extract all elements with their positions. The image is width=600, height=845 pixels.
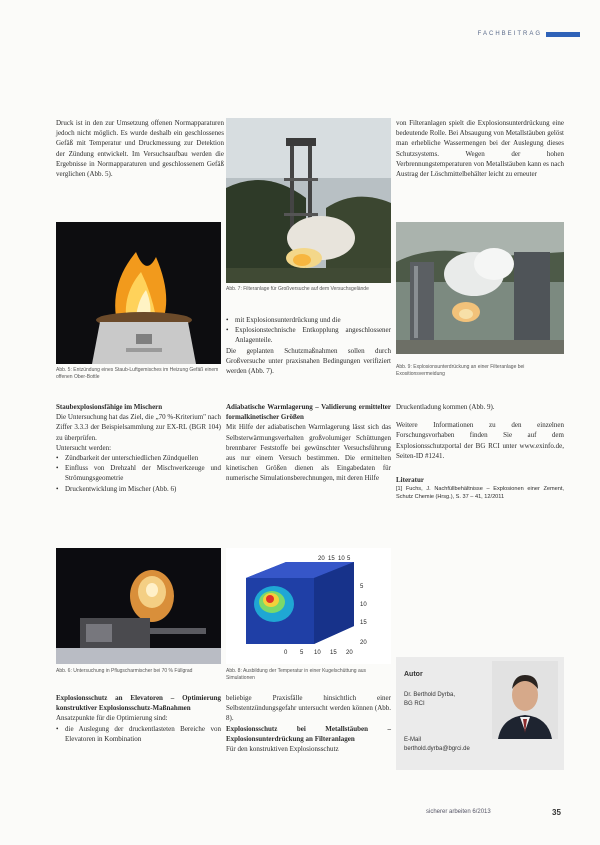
- text-column-mid-cont: [226, 315, 391, 376]
- paragraph: Mit Hilfe der adiabatischen Warmlagerung lässt sich das Selbsterwärmungsverhalten großvolumiger Schüttungen brennbarer Feststoffe bei gewünschter Versuchsführung aus nur einem Versuch bestimmen. Die ermittelten kinetischen Größen dienen als Eingabedaten für numerische Simulationsberechnungen, mit deren Hilfe: [226, 423, 391, 483]
- tick-label: 0: [284, 650, 288, 656]
- author-email[interactable]: berthold.dyrba@bgrci.de: [404, 745, 470, 752]
- author-org: BG RCI: [404, 700, 425, 707]
- list-item: • Druckentwicklung im Mischer (Abb. 6): [56, 484, 221, 494]
- page-number: 35: [552, 808, 561, 817]
- photo-abb5: [56, 222, 221, 364]
- paragraph: Ansatzpunkte für die Optimierung sind:: [56, 714, 168, 723]
- text-column-mid-mid: [226, 402, 391, 484]
- caption-abb7: Abb. 7: Filteranlage für Großversuche auf dem Versuchsgelände: [226, 286, 369, 292]
- chart-abb8: [226, 548, 391, 664]
- section-heading: Adiabatische Warmlagerung – Validierung ermittelter formalkinetischer Größen: [226, 403, 391, 422]
- text-column-right-top: [396, 118, 564, 179]
- author-portrait: [492, 661, 558, 739]
- author-name: Dr. Berthold Dyrba,: [404, 692, 456, 698]
- tick-label: 5: [347, 556, 351, 562]
- filter-plant-image: [396, 222, 564, 354]
- mixer-explosion-image: [56, 548, 221, 664]
- tick-label: 10: [314, 650, 321, 656]
- bullet-list: [226, 315, 391, 346]
- paragraph: Die geplanten Schutzmaßnahmen sollen durch Großversuche unter praxisnahen Bedingungen verifiziert werden (Abb. 7).: [226, 346, 391, 376]
- temperature-simulation-plot: [226, 548, 391, 664]
- paragraph: Druckentladung kommen (Abb. 9).: [396, 403, 495, 411]
- text-column-left-mid: [56, 402, 221, 494]
- section-heading: Explosionsschutz an Elevatoren – Optimierung konstruktiver Explosionsschutz-Maßnahmen: [56, 694, 221, 713]
- bullet-list: [56, 453, 221, 494]
- text-column-right-mid: [396, 402, 564, 501]
- paragraph: Untersucht werden:: [56, 443, 112, 452]
- bullet-list: [56, 724, 221, 744]
- literatur-entry: [1] Fuchs, J. Nachfüllbehältnisse – Explosionen einer Zement, Schutz Chemie (Hrsg.), S. 37 – 41, 12/2011: [396, 486, 564, 501]
- tick-label: 5: [360, 584, 364, 590]
- tick-label: 15: [360, 620, 367, 626]
- section-heading: Explosionsschutz bei Metallstäuben – Explosionsunterdrückung an Filteranlagen: [226, 724, 391, 743]
- photo-abb7: [226, 118, 391, 283]
- author-box: [396, 657, 564, 770]
- text-column-left-bot: [56, 693, 221, 744]
- literatur-heading: Literatur: [396, 476, 424, 485]
- caption-abb5: Abb. 5: Entzündung eines Staub-Luftgemisches im Heizung Gefäß einem offenen Ober-Bottle: [56, 367, 219, 380]
- tick-label: 20: [360, 640, 367, 646]
- paragraph: Für den konstruktiven Explosionsschutz: [226, 745, 339, 754]
- tick-label: 5: [300, 650, 304, 656]
- footer-journal: sicherer arbeiten 6/2013: [426, 809, 491, 815]
- tick-label: 10: [360, 602, 367, 608]
- tick-label: 20: [346, 650, 353, 656]
- flame-vessel-image: [56, 222, 221, 364]
- rubric-label: FACHBEITRAG: [477, 31, 542, 37]
- paragraph: beliebige Praxisfälle hinsichtlich einer Selbstentzündungsgefahr untersucht werden können (Abb. 8).: [226, 694, 391, 723]
- text-column-left-top: [56, 118, 224, 179]
- paragraph: Die Untersuchung hat das Ziel, die „70 %-Kriterium" nach Ziffer 3.3.3 der Beispielsammlung zur EX-RL (BGR 104) zu überprüfen.: [56, 413, 221, 442]
- tower-explosion-image: [226, 118, 391, 283]
- tick-label: 10: [338, 556, 345, 562]
- section-rubric: [478, 31, 580, 37]
- tick-label: 15: [328, 556, 335, 562]
- author-photo: [492, 661, 558, 739]
- rubric-bar: [546, 32, 580, 37]
- paragraph: Weitere Informationen zu den einzelnen Forschungsvorhaben finden Sie auf dem Explosionsschutzportal der BG RCI unter www.exinfo.de, Seiten-ID #1241.: [396, 421, 564, 460]
- author-label: Autor: [404, 671, 423, 678]
- list-item: • Explosionstechnische Entkopplung angeschlossener Anlagenteile.: [226, 325, 391, 345]
- caption-abb6: Abb. 6: Untersuchung in Pflugscharmischer bei 70 % Füllgrad: [56, 668, 193, 674]
- text-column-mid-bot: [226, 693, 391, 754]
- tick-label: 15: [330, 650, 337, 656]
- author-info: [404, 691, 494, 753]
- list-item: • die Auslegung der druckentlasteten Bereiche von Elevatoren in Kombination: [56, 724, 221, 744]
- photo-abb6: [56, 548, 221, 664]
- caption-abb8: Abb. 8: Ausbildung der Temperatur in einer Kugelschüttung aus Simulationen: [226, 668, 366, 681]
- paragraph: Druck ist in den zur Umsetzung offenen Normapparaturen jedoch nicht möglich. Es wurde deshalb ein geschlossenes Gefäß mit Temperatur und Druckmessung zur Detektion der Zündung entwickelt. Im Versuchsaufbau werden die Ergebnisse in Normapparaturen und geschlossenem Gefäß verglichen (Abb. 5).: [56, 119, 224, 179]
- photo-abb9: [396, 222, 564, 354]
- list-item: • mit Explosionsunterdrückung und die: [226, 315, 391, 325]
- list-item: • Einfluss von Drehzahl der Mischwerkzeuge und Strömungsgeometrie: [56, 463, 221, 483]
- section-heading: Staubexplosionsfähige im Mischern: [56, 403, 163, 411]
- list-item: • Zündbarkeit der unterschiedlichen Zündquellen: [56, 453, 221, 463]
- author-contact-label: E-Mail: [404, 737, 422, 743]
- tick-label: 20: [318, 556, 325, 562]
- paragraph: von Filteranlagen spielt die Explosionsunterdrückung eine bedeutende Rolle. Bei Absaugung von Metallstäuben gelöst man erhebliche Wassermengen bei der Auslegung dieses Schutzsystems. Wegen der hohen Verbrennungstemperaturen von Metallstäuben kann es nach Austrag der Löschmittelbehälter leicht zu erneuter: [396, 119, 564, 179]
- caption-abb9: Abb. 9: Explosionsunterdrückung an einer Filteranlage bei Exositionsvermeidung: [396, 364, 525, 377]
